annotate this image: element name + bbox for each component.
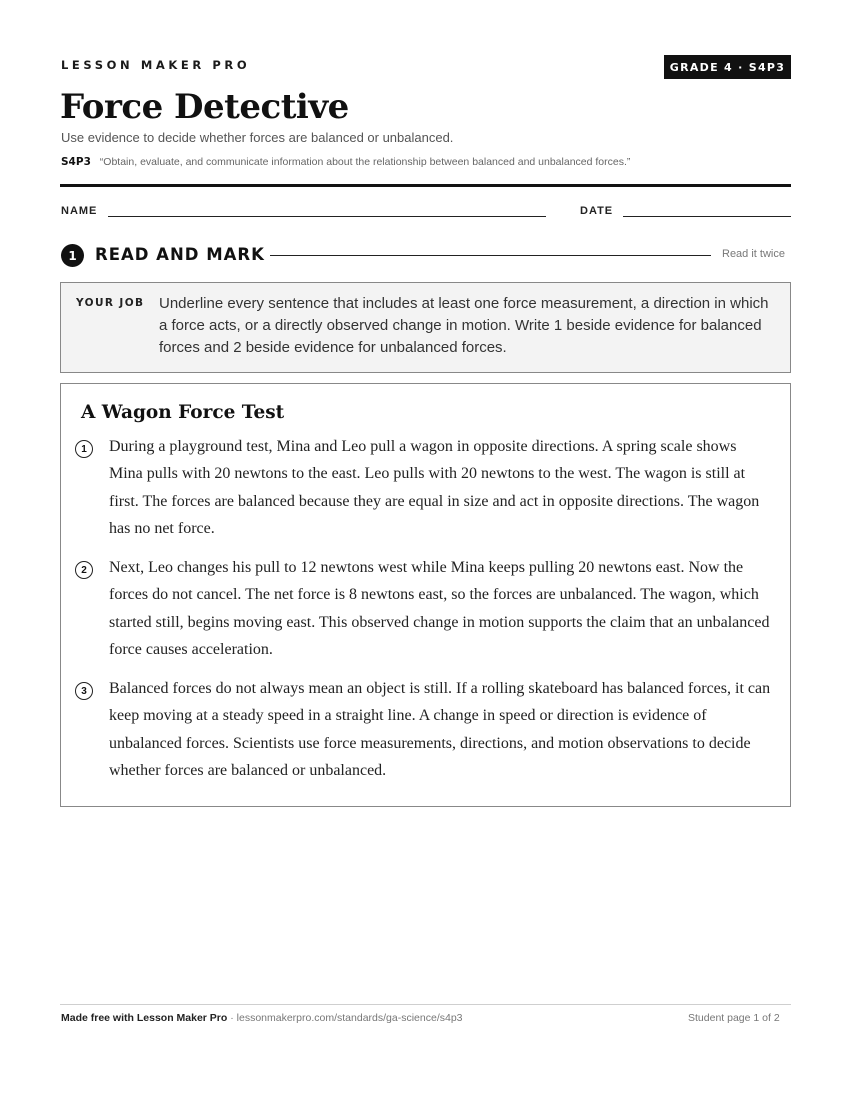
brand-name: LESSON MAKER PRO [61, 58, 251, 72]
paragraph-text: Balanced forces do not always mean an object is still. If a rolling skateboard has balanced forces, it can keep moving at a steady speed in a straight line. A change in speed or direction is evidence of unbalanced forces. Scientists use force measurements, directions, and motion observations to decide whether forces are balanced or unbalanced. [109, 680, 771, 779]
job-instructions-box [60, 282, 791, 373]
section-number-badge: 1 [61, 244, 84, 267]
header-divider [60, 184, 791, 187]
job-text: Underline every sentence that includes at least one force measurement, a direction in which a force acts, or a directly observed change in motion. Write 1 beside evidence for balanced forces and 2 beside evidence for unbalanced forces. [159, 295, 769, 356]
standard-line [61, 156, 630, 168]
name-field-line[interactable] [108, 216, 546, 217]
paragraph-text: Next, Leo changes his pull to 12 newtons west while Mina keeps pulling 20 newtons east. Now the forces do not cancel. The net force is 8 newtons east, so the forces are unbalanced. The wagon, which started still, begins moving east. This observed change in motion supports the claim that an unbalanced force causes acceleration. [109, 559, 770, 658]
standard-text: “Obtain, evaluate, and communicate information about the relationship between balanced and unbalanced forces.” [99, 156, 631, 168]
paragraph-number-badge: 1 [75, 440, 93, 458]
page-subtitle: Use evidence to decide whether forces are balanced or unbalanced. [61, 130, 454, 145]
section-title: READ AND MARK [95, 245, 265, 264]
passage-title: A Wagon Force Test [81, 402, 285, 423]
section-divider [270, 255, 711, 256]
footer-page-number: Student page 1 of 2 [688, 1012, 780, 1024]
grade-badge: GRADE 4 · S4P3 [664, 55, 791, 79]
footer-credit [61, 1012, 463, 1024]
page-title: Force Detective [60, 87, 349, 127]
date-label: DATE [580, 205, 614, 217]
paragraph-number-badge: 3 [75, 682, 93, 700]
section-hint: Read it twice [722, 248, 785, 260]
name-label: NAME [61, 205, 98, 217]
footer-made-with: Made free with Lesson Maker Pro [61, 1012, 228, 1024]
job-label: YOUR JOB [76, 297, 145, 309]
paragraph-number-badge: 2 [75, 561, 93, 579]
paragraph-text: During a playground test, Mina and Leo pull a wagon in opposite directions. A spring scale shows Mina pulls with 20 newtons to the east. Leo pulls with 20 newtons to the west. The wagon is still at first. The forces are balanced because they are equal in size and act in opposite directions. The wagon has no net force. [109, 438, 760, 537]
footer-divider [60, 1004, 791, 1005]
reading-passage-box [60, 383, 791, 807]
standard-code: S4P3 [61, 156, 91, 168]
date-field-line[interactable] [623, 216, 791, 217]
footer-url[interactable]: · lessonmakerpro.com/standards/ga-science/s4p3 [227, 1012, 463, 1024]
